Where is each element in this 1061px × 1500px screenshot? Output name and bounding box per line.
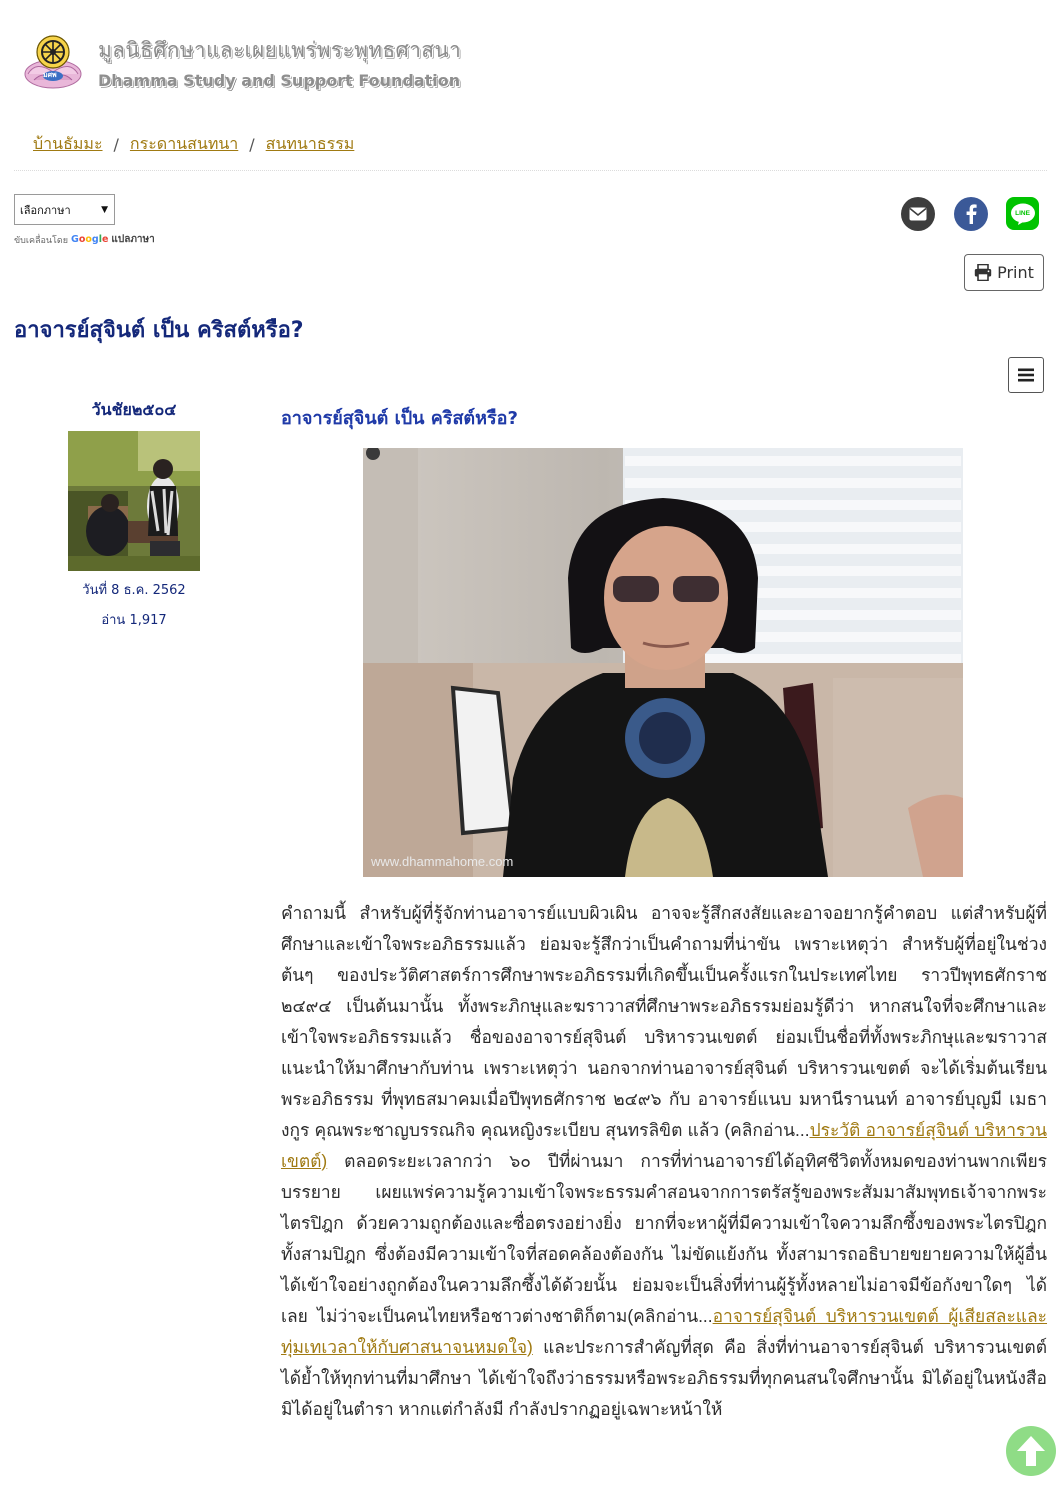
org-name-thai: มูลนิธิศึกษาและเผยแพร่พระพุทธศาสนา bbox=[98, 38, 462, 62]
author-avatar[interactable] bbox=[68, 431, 200, 571]
paragraph-text: และประการสำคัญที่สุด คือ สิ่งที่ท่านอาจารย์สุจินต์ บริหารวนเขตต์ ได้ย้ำให้ทุกท่านที่มาศึกษา ได้เข้าใจถึงว่าธรรมหรือพระอภิธรรมที่ทุกคนสนใจศึกษานั้น มิได้อยู่ในหนังสือ มิได้อยู่ในตำรา หากแต่กำลังมี กำลังปรากฏอยู่เฉพาะหน้าให้ bbox=[281, 1337, 1047, 1419]
google-letter: e bbox=[101, 234, 109, 245]
google-wordmark[interactable] bbox=[71, 234, 108, 245]
breadcrumb-dhamma-talk[interactable]: สนทนาธรรม bbox=[265, 134, 355, 153]
print-button[interactable] bbox=[964, 254, 1044, 291]
author-card bbox=[68, 398, 200, 630]
google-letter: l bbox=[98, 234, 102, 245]
paragraph-text: ตลอดระยะเวลากว่า ๖๐ ปีที่ผ่านมา การที่ท่านอาจารย์ได้อุทิศชีวิตทั้งหมดของท่านพากเพียรบรรยาย เผยแพร่ความรู้ความเข้าใจพระธรรมคำสอนจากการตรัสรู้ของพระสัมมาสัมพุทธเจ้าจากพระไตรปิฎก ด้วยความถูกต้องและซื่อตรงอย่างยิ่ง ยากที่จะหาผู้ที่มีความเข้าใจความลึกซึ้งของพระไตรปิฎกทั้งสามปิฎก ซึ่งต้องมีความเข้าใจที่สอดคล้องต้องกัน ไม่ขัดแย้งกัน ทั้งสามารถอธิบายขยายความให้ผู้อื่นได้เข้าใจอย่างถูกต้องในความลึกซึ้งได้ด้วยนั้น ย่อมจะเป็นสิ่งที่ท่านผู้รู้ทั้งหลายไม่อาจมีข้อกังขาใดๆ ได้เลย ไม่ว่าจะเป็นคนไทยหรือชาวต่างชาติก็ตาม(คลิกอ่าน... bbox=[281, 1151, 1047, 1326]
dharma-wheel-logo bbox=[22, 30, 84, 94]
image-watermark: www.dhammahome.com bbox=[371, 854, 514, 869]
translate-link[interactable]: แปลภาษา bbox=[111, 234, 155, 245]
article-title: อาจารย์สุจินต์ เป็น คริสต์หรือ? bbox=[281, 408, 518, 429]
post-menu-button[interactable] bbox=[1008, 357, 1044, 393]
author-name[interactable]: วันชัย๒๕๐๔ bbox=[91, 400, 177, 419]
breadcrumb-board[interactable]: กระดานสนทนา bbox=[129, 134, 239, 153]
powered-by-label: ขับเคลื่อนโดย bbox=[14, 235, 68, 246]
language-select[interactable] bbox=[14, 194, 115, 225]
dropdown-arrow-icon: ▼ bbox=[101, 204, 108, 215]
powered-by-google bbox=[14, 232, 155, 247]
arrow-up-icon bbox=[1016, 1435, 1046, 1467]
language-select-value: เลือกภาษา bbox=[20, 203, 71, 217]
share-facebook-button[interactable] bbox=[954, 197, 988, 231]
paragraph-text: คำถามนี้ สำหรับผู้ที่รู้จักท่านอาจารย์แบบผิวเผิน อาจจะรู้สึกสงสัยและอาจอยากรู้คำตอบ แต่สำหรับผู้ที่ศึกษาและเข้าใจพระอภิธรรมแล้ว ย่อมจะรู้สึกว่าเป็นคำถามที่น่าขัน เพราะเหตุว่า สำหรับผู้ที่อยู่ในช่วงต้นๆ ของประวัติศาสตร์การศึกษาพระอภิธรรมที่เกิดขึ้นเป็นครั้งแรกในประเทศไทย ราวปีพุทธศักราช ๒๔๙๔ เป็นต้นมานั้น ทั้งพระภิกษุและฆราวาสที่ศึกษาพระอภิธรรมย่อมรู้ดีว่า หากสนใจที่จะศึกษาและเข้าใจพระอภิธรรมแล้ว ชื่อของอาจารย์สุจินต์ บริหารวนเขตต์ ย่อมเป็นชื่อที่ทั้งพระภิกษุและฆราวาสแนะนำให้มาศึกษากับท่าน เพราะเหตุว่า นอกจากท่านอาจารย์สุจินต์ บริหารวนเขตต์ จะได้เริ่มต้นเรียนพระอภิธรรม ที่พุทธสมาคมเมื่อปีพุทธศักราช ๒๔๙๖ กับ อาจารย์แนบ มหานีรานนท์ อาจารย์บุญมี เมธางกูร คุณพระชาญบรรณกิจ คุณหญิงระเบียบ สุนทรลิขิต แล้ว (คลิกอ่าน... bbox=[281, 903, 1047, 1140]
breadcrumb-home[interactable]: บ้านธัมมะ bbox=[33, 134, 103, 153]
envelope-icon bbox=[909, 207, 927, 221]
google-letter: G bbox=[71, 234, 79, 245]
site-logo[interactable] bbox=[22, 30, 461, 94]
hamburger-icon bbox=[1018, 368, 1034, 382]
article-photo bbox=[363, 448, 963, 877]
view-count: อ่าน 1,917 bbox=[101, 613, 167, 628]
org-name-english: Dhamma Study and Support Foundation bbox=[98, 71, 461, 90]
google-letter: o bbox=[78, 234, 86, 245]
article-body bbox=[281, 898, 1047, 1425]
printer-icon bbox=[974, 264, 992, 281]
print-label: Print bbox=[997, 263, 1034, 282]
back-to-top-button[interactable] bbox=[1006, 1426, 1056, 1476]
google-letter: g bbox=[91, 234, 99, 245]
post-date: วันที่ 8 ธ.ค. 2562 bbox=[82, 583, 186, 598]
google-letter: o bbox=[85, 234, 92, 245]
dedication-article-link[interactable]: อาจารย์สุจินต์ บริหารวนเขตต์ ผู้เสียสละและทุ่มเทเวลาให้กับศาสนาจนหมดใจ) bbox=[281, 1306, 1048, 1357]
biography-link[interactable]: ประวัติ อาจารย์สุจินต์ บริหารวนเขตต์) bbox=[281, 1120, 1047, 1171]
share-line-button[interactable] bbox=[1006, 197, 1039, 230]
breadcrumb-separator: / bbox=[113, 135, 119, 154]
logo-badge: มศพ bbox=[43, 71, 57, 79]
facebook-icon bbox=[965, 204, 977, 224]
page-title: อาจารย์สุจินต์ เป็น คริสต์หรือ? bbox=[14, 318, 304, 343]
breadcrumb-separator: / bbox=[249, 135, 255, 154]
breadcrumb bbox=[33, 132, 354, 157]
line-icon-label: LINE bbox=[1015, 210, 1030, 217]
breadcrumb-divider bbox=[14, 170, 1047, 171]
share-email-button[interactable] bbox=[901, 197, 935, 231]
